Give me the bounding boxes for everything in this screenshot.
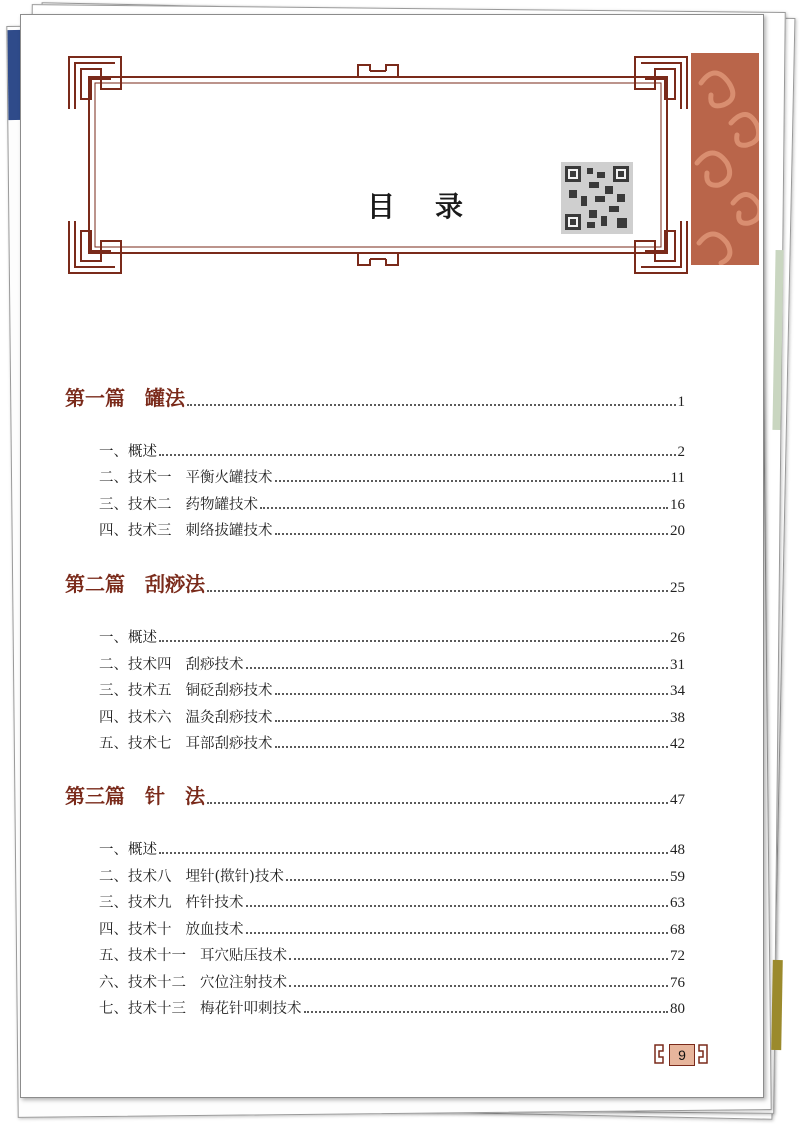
leader-dots <box>289 985 668 987</box>
toc-part-label: 第三篇 针 法 <box>65 784 205 808</box>
toc-entry-label: 五、技术七 耳部刮痧技术 <box>99 736 273 752</box>
toc-part[interactable] <box>65 572 685 597</box>
leader-dots <box>260 507 668 509</box>
leader-dots <box>246 905 669 907</box>
toc-entry[interactable] <box>99 625 685 647</box>
toc-page-number: 63 <box>670 895 685 911</box>
toc-entry-label: 七、技术十三 梅花针叩刺技术 <box>99 1001 302 1017</box>
leader-dots <box>275 693 669 695</box>
page-number-badge <box>653 1041 709 1067</box>
toc-entry-label: 五、技术十一 耳穴贴压技术 <box>99 948 287 964</box>
toc-entry[interactable] <box>99 917 685 939</box>
toc-page-number: 48 <box>670 842 685 858</box>
page-number: 9 <box>669 1044 695 1066</box>
leader-dots <box>246 932 669 934</box>
toc-entry[interactable] <box>99 943 685 965</box>
page-title: 目录 <box>367 190 504 223</box>
page-edge-accent <box>771 960 783 1050</box>
leader-dots <box>289 958 668 960</box>
toc-entry-label: 一、概述 <box>99 630 157 646</box>
leader-dots <box>275 720 669 722</box>
toc-page-number: 72 <box>670 948 685 964</box>
toc-entry[interactable] <box>99 465 685 487</box>
leader-dots <box>159 454 676 456</box>
toc-page-number: 2 <box>677 444 685 460</box>
leader-dots <box>275 533 669 535</box>
toc-page-number: 25 <box>670 580 685 596</box>
leader-dots <box>246 667 669 669</box>
leader-dots <box>207 802 668 804</box>
toc-page-number: 42 <box>670 736 685 752</box>
toc-entry-label: 二、技术八 埋针(揿针)技术 <box>99 869 284 885</box>
toc-entry[interactable] <box>99 996 685 1018</box>
toc-page-number: 11 <box>670 470 685 486</box>
toc-entry-label: 三、技术五 铜砭刮痧技术 <box>99 683 273 699</box>
toc-page-number: 16 <box>670 497 685 513</box>
toc-entry[interactable] <box>99 492 685 514</box>
toc-part-label: 第二篇 刮痧法 <box>65 572 205 596</box>
toc-entry-label: 三、技术九 杵针技术 <box>99 895 244 911</box>
toc-page-number: 26 <box>670 630 685 646</box>
toc-entry[interactable] <box>99 837 685 859</box>
toc-part[interactable] <box>65 784 685 809</box>
toc-entry[interactable] <box>99 439 685 461</box>
leader-dots <box>159 852 668 854</box>
leader-dots <box>275 746 669 748</box>
toc-part[interactable] <box>65 386 685 411</box>
toc-entry[interactable] <box>99 970 685 992</box>
toc-page-number: 38 <box>670 710 685 726</box>
toc-page-number: 20 <box>670 523 685 539</box>
toc-entry-label: 二、技术一 平衡火罐技术 <box>99 470 273 486</box>
toc-page-number: 80 <box>670 1001 685 1017</box>
toc-page-number: 76 <box>670 975 685 991</box>
toc-page-number: 31 <box>670 657 685 673</box>
book-page <box>20 14 764 1098</box>
toc-entry-label: 一、概述 <box>99 842 157 858</box>
toc-page-number: 1 <box>677 394 685 410</box>
toc-page-number: 68 <box>670 922 685 938</box>
cloud-pattern-icon <box>691 53 759 265</box>
leader-dots <box>187 404 676 406</box>
toc-entry[interactable] <box>99 864 685 886</box>
toc-page-number: 59 <box>670 869 685 885</box>
toc-entry[interactable] <box>99 678 685 700</box>
leader-dots <box>286 879 668 881</box>
leader-dots <box>304 1011 669 1013</box>
toc-entry-label: 二、技术四 刮痧技术 <box>99 657 244 673</box>
toc-entry-label: 三、技术二 药物罐技术 <box>99 497 258 513</box>
toc-entry[interactable] <box>99 890 685 912</box>
toc-entry[interactable] <box>99 518 685 540</box>
toc-entry-label: 四、技术三 刺络拔罐技术 <box>99 523 273 539</box>
toc-entry[interactable] <box>99 731 685 753</box>
toc-entry-label: 一、概述 <box>99 444 157 460</box>
leader-dots <box>207 590 668 592</box>
toc-entry[interactable] <box>99 705 685 727</box>
toc-page-number: 34 <box>670 683 685 699</box>
toc-entry-label: 六、技术十二 穴位注射技术 <box>99 975 287 991</box>
toc-entry[interactable] <box>99 652 685 674</box>
qr-code-icon <box>561 162 633 234</box>
toc-part-label: 第一篇 罐法 <box>65 386 185 410</box>
decorative-cloud-panel <box>691 53 759 265</box>
leader-dots <box>275 480 669 482</box>
toc-entry-label: 四、技术六 温灸刮痧技术 <box>99 710 273 726</box>
title-frame <box>67 55 689 275</box>
leader-dots <box>159 640 668 642</box>
toc-page-number: 47 <box>670 792 685 808</box>
toc-entry-label: 四、技术十 放血技术 <box>99 922 244 938</box>
